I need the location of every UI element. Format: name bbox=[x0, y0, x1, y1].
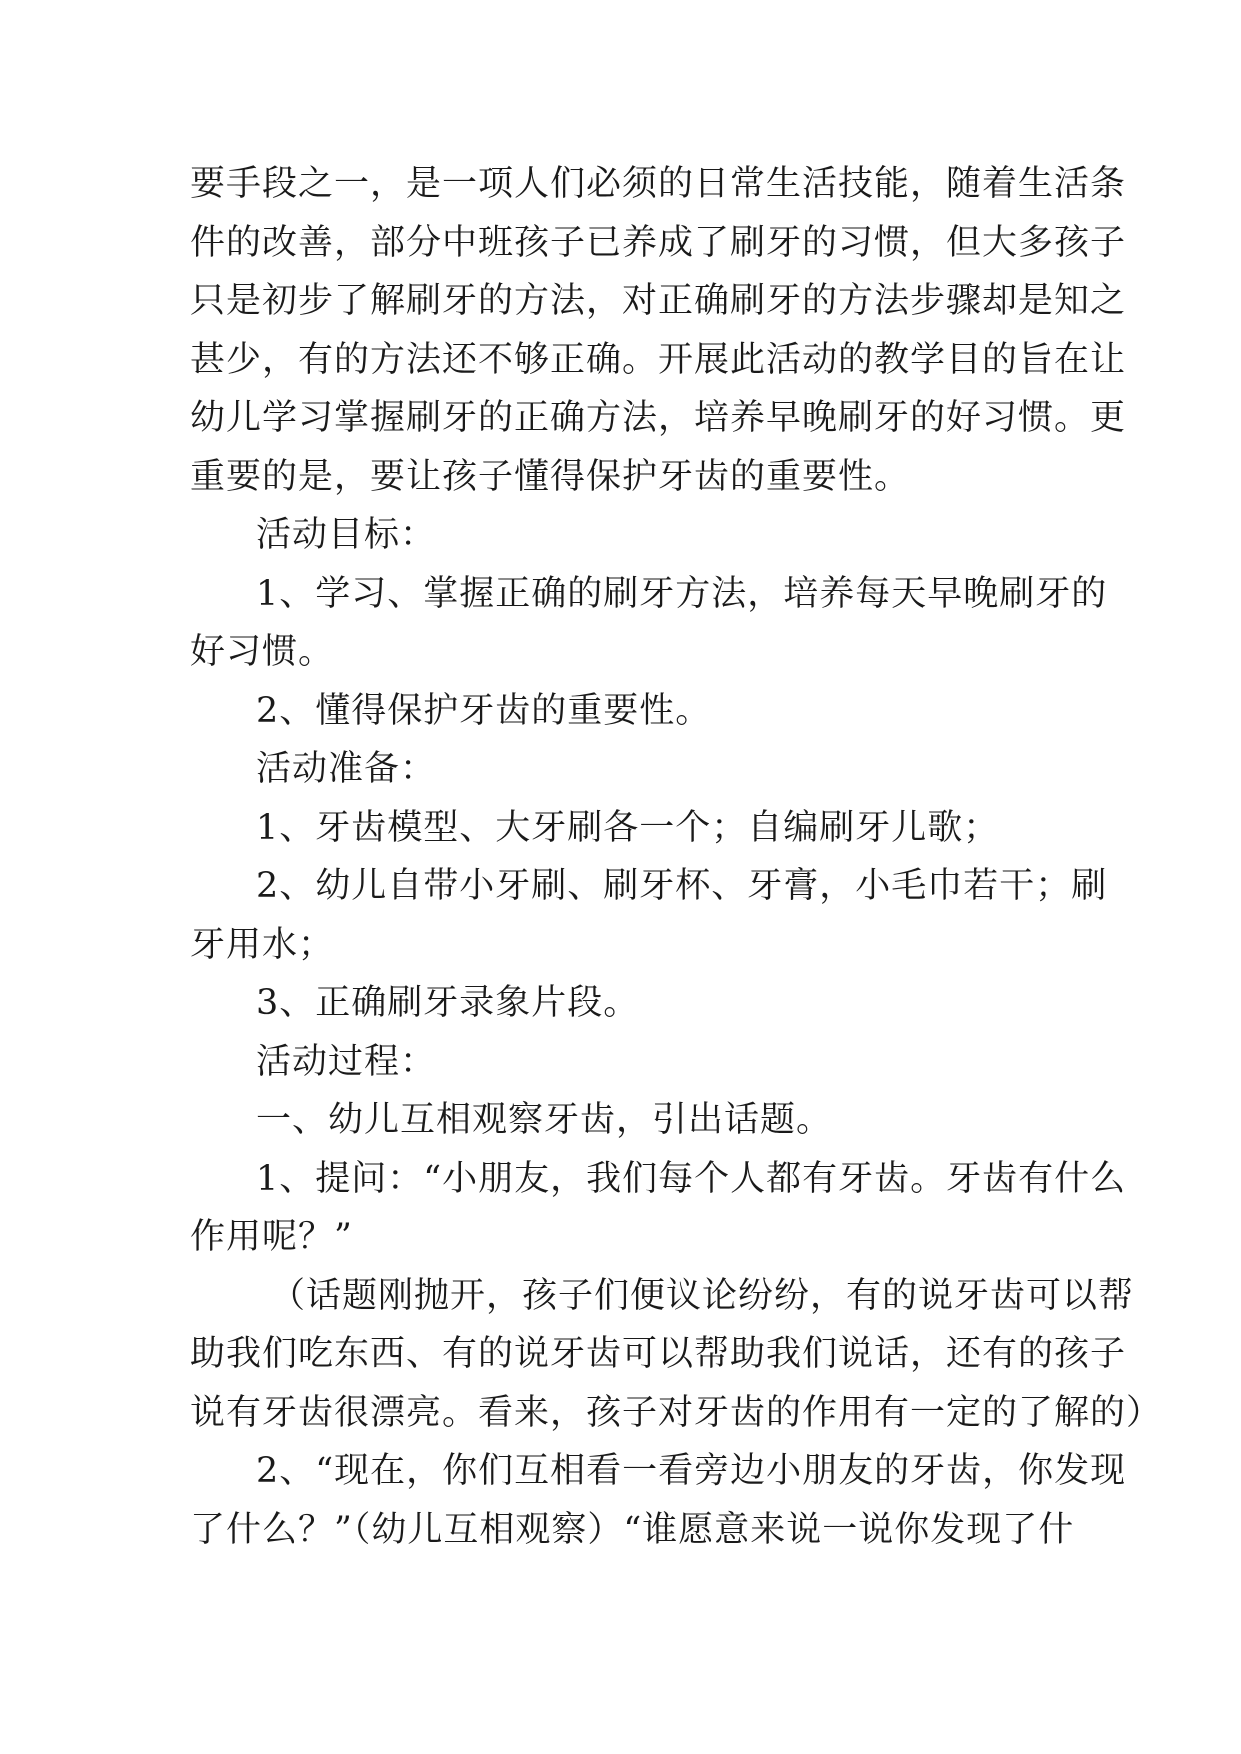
text-line: （话题刚抛开，孩子们便议论纷纷，有的说牙齿可以帮 bbox=[270, 1275, 1135, 1316]
goal-item-2 bbox=[190, 682, 1070, 741]
question-2 bbox=[190, 1442, 1127, 1559]
process-step-1 bbox=[190, 1091, 1070, 1150]
text-line: 3、正确刷牙录象片段。 bbox=[256, 983, 640, 1023]
text-line: 说有牙齿很漂亮。看来，孩子对牙齿的作用有一定的了解的） bbox=[190, 1392, 1163, 1433]
observation-note bbox=[190, 1267, 1163, 1443]
text-line: 重要的是，要让孩子懂得保护牙齿的重要性。 bbox=[190, 456, 911, 497]
text-line: 要手段之一，是一项人们必须的日常生活技能，随着生活条 bbox=[190, 164, 1127, 204]
prep-item-1 bbox=[190, 799, 1070, 858]
text-line: 甚少，有的方法还不够正确。开展此活动的教学目的旨在让 bbox=[190, 339, 1127, 380]
goal-heading bbox=[190, 506, 1070, 565]
text-line: 1、牙齿模型、大牙刷各一个；自编刷牙儿歌； bbox=[256, 807, 1000, 848]
section-heading: 活动准备： bbox=[256, 749, 437, 789]
prep-item-2 bbox=[190, 857, 1108, 974]
text-line: 1、学习、掌握正确的刷牙方法，培养每天早晚刷牙的 bbox=[256, 573, 1108, 614]
prep-item-3 bbox=[190, 974, 1070, 1033]
text-line: 作用呢？” bbox=[190, 1217, 353, 1257]
text-line: 2、幼儿自带小牙刷、刷牙杯、牙膏，小毛巾若干；刷 bbox=[256, 866, 1108, 906]
text-line: 好习惯。 bbox=[190, 632, 335, 672]
process-heading bbox=[190, 1033, 1070, 1092]
text-line: 件的改善，部分中班孩子已养成了刷牙的习惯，但大多孩子 bbox=[190, 222, 1127, 263]
document-body bbox=[190, 155, 1163, 1559]
intro-paragraph bbox=[190, 155, 1127, 506]
goal-item-1 bbox=[190, 565, 1108, 682]
text-line: 一、幼儿互相观察牙齿，引出话题。 bbox=[256, 1100, 833, 1140]
text-line: 1、提问：“小朋友，我们每个人都有牙齿。牙齿有什么 bbox=[256, 1158, 1127, 1199]
prep-heading bbox=[190, 740, 1070, 799]
text-line: 助我们吃东西、有的说牙齿可以帮助我们说话，还有的孩子 bbox=[190, 1334, 1127, 1374]
text-line: 2、“现在，你们互相看一看旁边小朋友的牙齿，你发现 bbox=[256, 1451, 1127, 1491]
section-heading: 活动过程： bbox=[256, 1041, 437, 1082]
section-heading: 活动目标： bbox=[256, 515, 437, 555]
question-1 bbox=[190, 1150, 1127, 1267]
text-line: 了什么？”（幼儿互相观察）“谁愿意来说一说你发现了什 bbox=[190, 1509, 1075, 1550]
text-line: 牙用水； bbox=[190, 924, 335, 965]
text-line: 2、懂得保护牙齿的重要性。 bbox=[256, 690, 712, 731]
text-line: 幼儿学习掌握刷牙的正确方法，培养早晚刷牙的好习惯。更 bbox=[190, 398, 1127, 438]
text-line: 只是初步了解刷牙的方法，对正确刷牙的方法步骤却是知之 bbox=[190, 281, 1127, 321]
